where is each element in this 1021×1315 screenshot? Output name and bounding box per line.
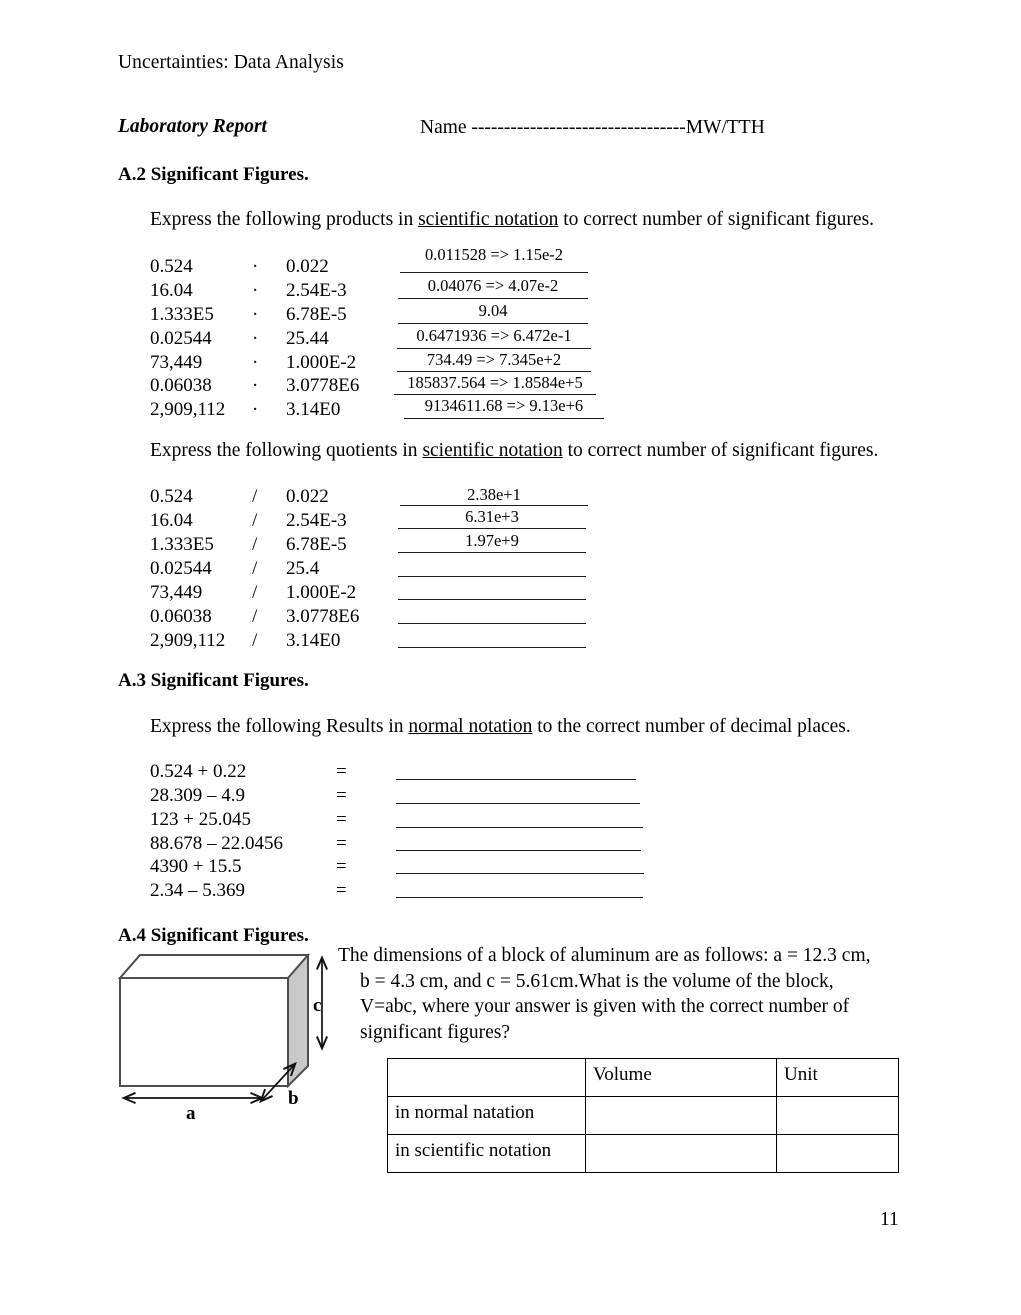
quotient-operand-a: 0.06038 (150, 606, 212, 627)
product-answer-blank[interactable] (397, 348, 591, 349)
a3-answer-blank[interactable] (396, 779, 636, 780)
product-answer[interactable]: 9134611.68 => 9.13e+6 (424, 396, 584, 415)
section-heading-a3: A.3 Significant Figures. (118, 670, 309, 691)
a3-equals-sign: = (336, 761, 347, 782)
a3-prompt (150, 716, 851, 738)
product-operand-b: 25.44 (286, 328, 329, 349)
products-prompt (150, 209, 874, 231)
a3-prompt-pre: Express the following Results in (150, 716, 409, 737)
a3-answer-blank[interactable] (396, 850, 641, 851)
quotient-answer-blank[interactable] (398, 599, 586, 600)
quotient-operand-b: 2.54E-3 (286, 510, 347, 531)
table-header-blank (388, 1059, 586, 1097)
product-answer[interactable]: 0.011528 => 1.15e-2 (424, 245, 564, 264)
quotient-operand-a: 1.333E5 (150, 534, 214, 555)
quotients-prompt-emphasis: scientific notation (422, 440, 563, 461)
product-operand-b: 6.78E-5 (286, 304, 347, 325)
a4-paragraph-line-2: b = 4.3 cm, and c = 5.61cm.What is the volume of the block, (360, 970, 834, 992)
product-operand-b: 3.0778E6 (286, 375, 360, 396)
product-operator: · (252, 280, 259, 301)
quotient-answer-blank[interactable] (398, 647, 586, 648)
product-answer-blank[interactable] (400, 272, 588, 273)
product-operand-b: 0.022 (286, 256, 329, 277)
a3-expression: 0.524 + 0.22 (150, 761, 247, 782)
a3-answer-blank[interactable] (396, 873, 644, 874)
volume-answer-table (387, 1058, 899, 1173)
product-answer[interactable]: 185837.564 => 1.8584e+5 (407, 373, 583, 392)
product-operand-a: 0.06038 (150, 375, 212, 396)
a3-answer-blank[interactable] (396, 897, 643, 898)
quotient-operand-b: 3.14E0 (286, 630, 341, 651)
product-answer-blank[interactable] (404, 418, 604, 419)
quotient-answer[interactable]: 2.38e+1 (467, 485, 521, 504)
table-header-volume: Volume (586, 1059, 777, 1097)
product-operator: · (252, 352, 259, 373)
product-answer[interactable]: 734.49 => 7.345e+2 (426, 350, 562, 369)
quotient-answer[interactable]: 6.31e+3 (465, 507, 519, 526)
quotient-operand-a: 0.02544 (150, 558, 212, 579)
table-header-row (388, 1059, 899, 1097)
block-front-face (120, 978, 288, 1086)
a3-expression: 2.34 – 5.369 (150, 880, 245, 901)
product-operand-b: 3.14E0 (286, 399, 341, 420)
quotient-operand-b: 25.4 (286, 558, 320, 579)
a3-equals-sign: = (336, 856, 347, 877)
quotient-operand-b: 1.000E-2 (286, 582, 357, 603)
laboratory-report-label: Laboratory Report (118, 116, 267, 137)
quotient-operator: / (252, 630, 258, 651)
quotient-answer[interactable]: 1.97e+9 (465, 531, 519, 550)
a3-prompt-post: to the correct number of decimal places. (532, 716, 851, 737)
a3-expression: 4390 + 15.5 (150, 856, 242, 877)
quotient-operator: / (252, 582, 258, 603)
cell-volume-normal[interactable] (586, 1097, 777, 1135)
product-operand-a: 73,449 (150, 352, 203, 373)
section-heading-a4: A.4 Significant Figures. (118, 925, 309, 946)
cell-volume-scientific[interactable] (586, 1135, 777, 1173)
product-operand-a: 0.02544 (150, 328, 212, 349)
row-label-scientific-notation: in scientific notation (388, 1135, 586, 1173)
product-operator: · (252, 375, 259, 396)
cell-unit-scientific[interactable] (777, 1135, 899, 1173)
cell-unit-normal[interactable] (777, 1097, 899, 1135)
name-field-label: Name ---------------------------------MW/TTH (420, 117, 765, 138)
page-number: 11 (880, 1209, 899, 1230)
figure-label-a: a (186, 1103, 196, 1124)
quotient-operand-a: 2,909,112 (150, 630, 226, 651)
a3-expression: 123 + 25.045 (150, 809, 251, 830)
quotient-answer-blank[interactable] (398, 623, 586, 624)
quotient-operator: / (252, 606, 258, 627)
a3-prompt-emphasis: normal notation (408, 716, 533, 737)
quotients-prompt-post: to correct number of significant figures. (562, 440, 879, 461)
table-row (388, 1135, 899, 1173)
section-heading-a2: A.2 Significant Figures. (118, 164, 309, 185)
a4-paragraph-line-3: V=abc, where your answer is given with the correct number of (360, 996, 850, 1017)
a3-equals-sign: = (336, 785, 347, 806)
a3-answer-blank[interactable] (396, 827, 643, 828)
quotient-answer-blank[interactable] (400, 505, 588, 506)
a3-equals-sign: = (336, 833, 347, 854)
figure-label-c: c (313, 995, 322, 1016)
a3-equals-sign: = (336, 809, 347, 830)
product-answer[interactable]: 0.6471936 => 6.472e-1 (416, 326, 572, 345)
quotients-prompt-pre: Express the following quotients in (150, 440, 423, 461)
product-operator: · (252, 399, 259, 420)
block-top-face (120, 955, 308, 978)
a3-answer-blank[interactable] (396, 803, 640, 804)
product-answer-blank[interactable] (398, 323, 588, 324)
quotient-operand-b: 6.78E-5 (286, 534, 347, 555)
a3-expression: 88.678 – 22.0456 (150, 833, 283, 854)
quotient-operator: / (252, 486, 258, 507)
product-answer-blank[interactable] (397, 371, 591, 372)
a4-paragraph-line-1: The dimensions of a block of aluminum are as follows: a = 12.3 cm, (338, 945, 871, 966)
quotient-operand-a: 0.524 (150, 486, 193, 507)
product-answer[interactable]: 9.04 (478, 301, 508, 320)
figure-label-b: b (288, 1088, 299, 1109)
quotient-operand-a: 73,449 (150, 582, 203, 603)
product-operator: · (252, 256, 259, 277)
product-answer-blank[interactable] (394, 394, 596, 395)
product-operand-a: 2,909,112 (150, 399, 226, 420)
product-answer[interactable]: 0.04076 => 4.07e-2 (427, 276, 559, 295)
aluminum-block-figure (110, 940, 370, 1124)
products-prompt-post: to correct number of significant figures. (558, 209, 875, 230)
products-prompt-pre: Express the following products in (150, 209, 419, 230)
row-label-normal-notation: in normal natation (388, 1097, 586, 1135)
document-title: Uncertainties: Data Analysis (118, 52, 344, 73)
product-operator: · (252, 328, 259, 349)
quotient-answer-blank[interactable] (398, 576, 586, 577)
a4-question-text (338, 943, 898, 1045)
product-operator: · (252, 304, 259, 325)
table-row (388, 1097, 899, 1135)
block-diagram-svg (110, 940, 370, 1120)
quotients-prompt (150, 440, 878, 462)
a4-paragraph-line-4: significant figures? (360, 1021, 510, 1043)
quotient-operand-b: 0.022 (286, 486, 329, 507)
product-operand-b: 2.54E-3 (286, 280, 347, 301)
product-operand-b: 1.000E-2 (286, 352, 357, 373)
quotient-operator: / (252, 534, 258, 555)
products-prompt-emphasis: scientific notation (418, 209, 559, 230)
quotient-operator: / (252, 510, 258, 531)
product-operand-a: 1.333E5 (150, 304, 214, 325)
product-operand-a: 0.524 (150, 256, 193, 277)
quotient-answer-blank[interactable] (398, 552, 586, 553)
quotient-operand-a: 16.04 (150, 510, 193, 531)
table-header-unit: Unit (777, 1059, 899, 1097)
a3-expression: 28.309 – 4.9 (150, 785, 245, 806)
quotient-answer-blank[interactable] (398, 528, 586, 529)
quotient-operand-b: 3.0778E6 (286, 606, 360, 627)
product-operand-a: 16.04 (150, 280, 193, 301)
a3-equals-sign: = (336, 880, 347, 901)
quotient-operator: / (252, 558, 258, 579)
product-answer-blank[interactable] (398, 298, 588, 299)
